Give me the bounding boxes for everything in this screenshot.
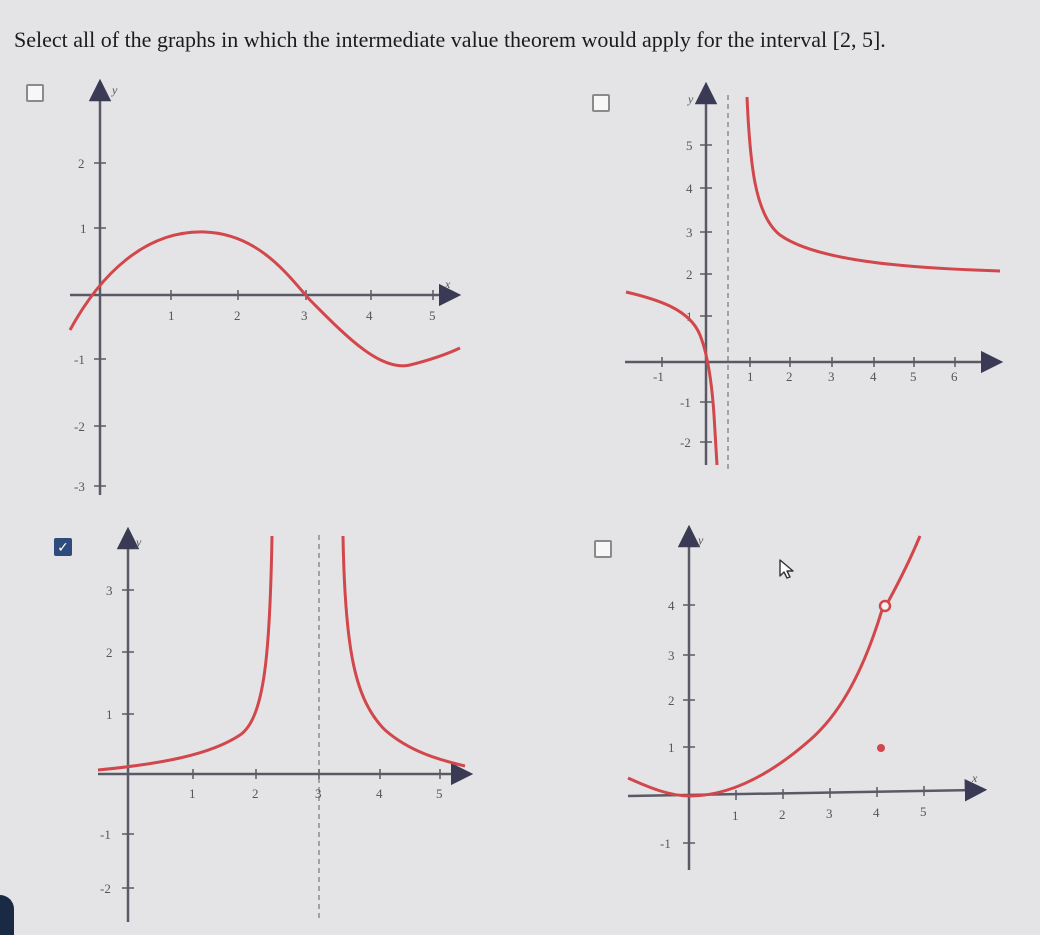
graph-2-x-tick-6: 6: [951, 369, 958, 384]
graph-1-x-tick-3: 3: [301, 308, 308, 323]
graph-2-y-tick-1: 1: [686, 309, 693, 324]
graph-1-y-tick-3: -1: [74, 352, 85, 367]
graph-4-filled-point: [877, 744, 885, 752]
graph-2-y-tick-3: 3: [686, 225, 693, 240]
graph-3-y-tick-3: 3: [106, 583, 113, 598]
graph-4-x-tick-5: 5: [920, 804, 927, 819]
cursor-arrow-icon: [778, 558, 796, 585]
graph-4-x-name: x: [972, 771, 978, 785]
graph-4-x-tick-3: 3: [826, 806, 833, 821]
graph-1-x-name: x: [445, 277, 451, 291]
graph-2-y-tick-4: 4: [686, 181, 693, 196]
graph-1-svg: [60, 80, 480, 510]
graph-3-y-name: y: [136, 535, 142, 549]
graph-3-x-tick-4: 4: [376, 786, 383, 801]
option-1-checkbox[interactable]: [26, 84, 44, 102]
graph-4-y-tick-3: 3: [668, 648, 675, 663]
option-2-checkbox[interactable]: [592, 94, 610, 112]
graph-1-x-tick-4: 4: [366, 308, 373, 323]
graph-4-x-tick-2: 2: [779, 807, 786, 822]
graph-4-y-tick-4: 4: [668, 598, 675, 613]
option-4-checkbox[interactable]: [594, 540, 612, 558]
graph-2-x-tick-2: 2: [786, 369, 793, 384]
graph-2: [620, 85, 1010, 485]
graph-3-y-tick-neg1: -1: [100, 827, 111, 842]
graph-2-y-tick-2: 2: [686, 267, 693, 282]
graph-4-x-tick-1: 1: [732, 808, 739, 823]
graph-2-x-tick-5: 5: [910, 369, 917, 384]
option-3-checkbox[interactable]: ✓: [54, 538, 72, 556]
graph-4-y-tick-1: 1: [668, 740, 675, 755]
graph-1-x-tick-2: 2: [234, 308, 241, 323]
graph-1-x-tick-1: 1: [168, 308, 175, 323]
graph-1-y-tick-2: 1: [80, 221, 87, 236]
graph-3-y-tick-1: 1: [106, 707, 113, 722]
question-text: Select all of the graphs in which the intermediate value theorem would apply for the interval [2, 5].: [14, 27, 886, 52]
graph-3-x-tick-5: 5: [436, 786, 443, 801]
graph-2-y-name: y: [688, 92, 694, 106]
graph-2-curve-right: [747, 97, 1000, 271]
graph-4-curve-lower: [628, 610, 882, 796]
graph-2-x-tick-neg1: -1: [653, 369, 664, 384]
graph-3-curve-left: [98, 536, 272, 770]
graph-4-open-point: [880, 601, 890, 611]
graph-3-x-tick-2: 2: [252, 786, 259, 801]
graph-4-x-tick-4: 4: [873, 805, 880, 820]
graph-4-y-tick-neg1: -1: [660, 836, 671, 851]
graph-1-y-tick-1: 2: [78, 156, 85, 171]
graph-1-y-tick-5: -3: [74, 479, 85, 494]
graph-1-x-tick-5: 5: [429, 308, 436, 323]
graph-3-x-tick-1: 1: [189, 786, 196, 801]
graph-2-curve-left: [626, 292, 717, 465]
edge-shadow: [0, 895, 14, 935]
graph-2-svg: [620, 85, 1010, 485]
graph-4-y-tick-2: 2: [668, 693, 675, 708]
graph-2-y-tick-5: 5: [686, 138, 693, 153]
graph-2-x-tick-3: 3: [828, 369, 835, 384]
graph-4-svg: [620, 530, 1010, 890]
graph-1: [60, 80, 480, 510]
graph-4-curve-upper: [888, 536, 920, 602]
graph-3-svg: [90, 530, 480, 930]
graph-2-y-tick-neg2: -2: [680, 435, 691, 450]
graph-4: [620, 530, 1010, 890]
graph-4-y-name: y: [698, 533, 704, 547]
graph-2-x-tick-1: 1: [747, 369, 754, 384]
graph-2-y-tick-neg1: -1: [680, 395, 691, 410]
graph-1-y-name: y: [112, 83, 118, 97]
graph-2-x-tick-4: 4: [870, 369, 877, 384]
graph-3-curve-right: [343, 536, 465, 766]
graph-3-y-tick-neg2: -2: [100, 881, 111, 896]
graph-3-y-tick-2: 2: [106, 645, 113, 660]
graph-1-y-tick-4: -2: [74, 419, 85, 434]
graph-3: [90, 530, 480, 930]
graph-1-curve: [70, 232, 460, 366]
graph-3-x-tick-3: 3: [315, 786, 322, 801]
